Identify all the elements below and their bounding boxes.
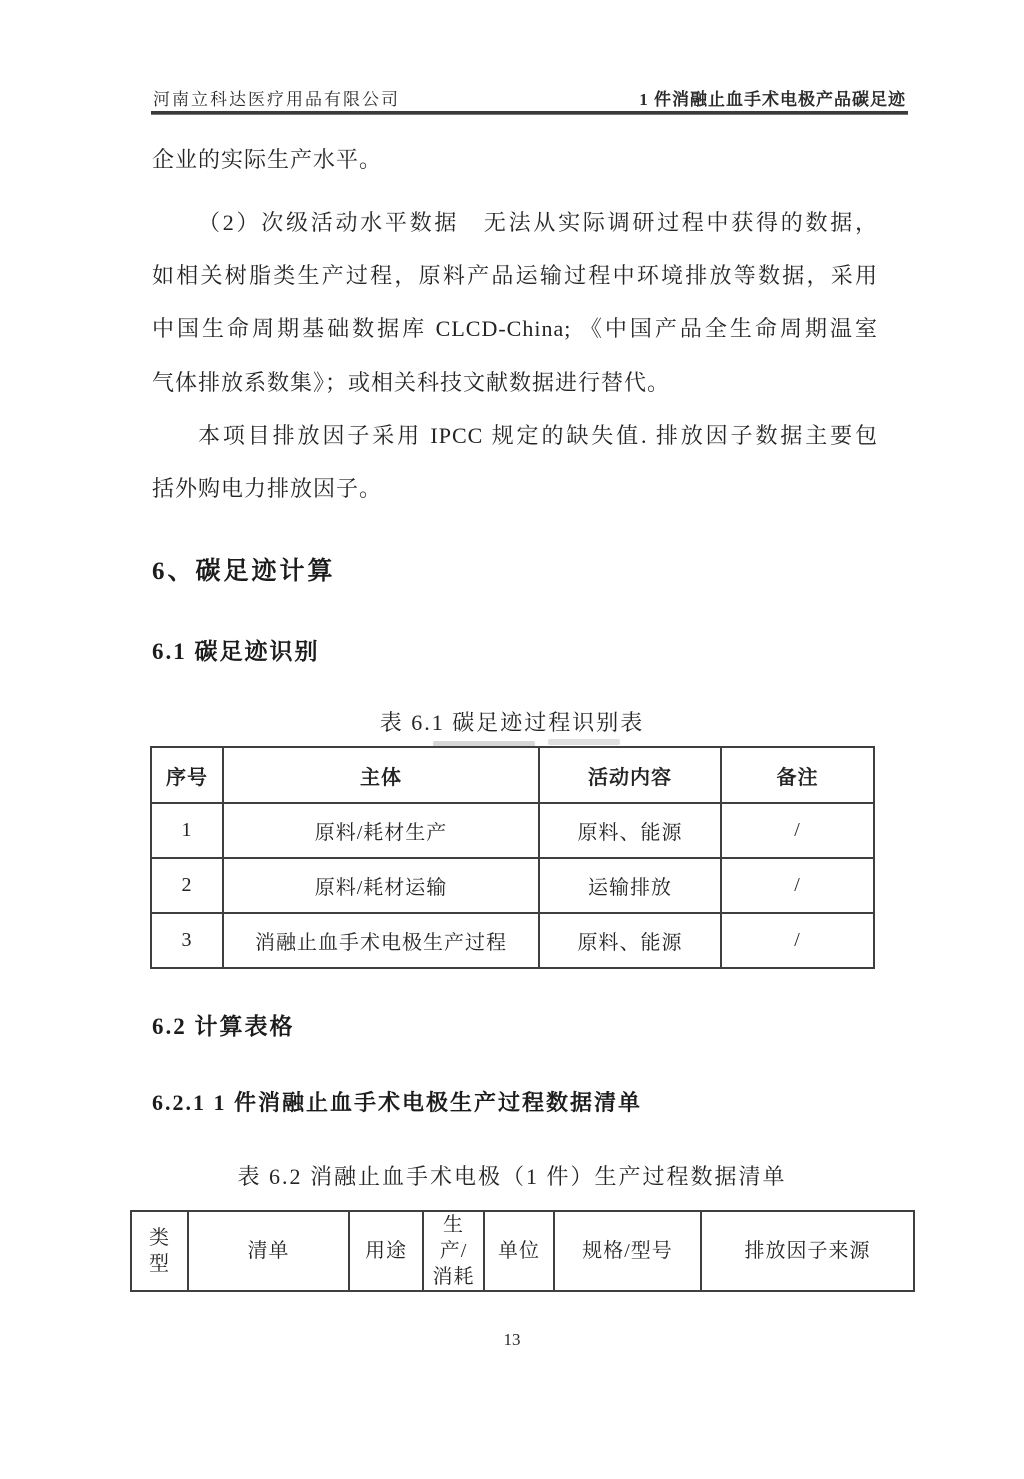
section-6-1-heading: 6.1 碳足迹识别 bbox=[152, 639, 320, 664]
column-header-type-label: 类型 bbox=[149, 1227, 170, 1275]
table-row bbox=[151, 913, 874, 968]
section-6-2-heading: 6.2 计算表格 bbox=[152, 1014, 295, 1039]
column-header-subject: 主体 bbox=[223, 747, 539, 803]
body-line: （2）次级活动水平数据 无法从实际调研过程中获得的数据， bbox=[198, 210, 878, 235]
body-line: 中国生命周期基础数据库 CLCD-China; 《中国产品全生命周期温室 bbox=[152, 316, 878, 341]
table-cell: 2 bbox=[151, 858, 223, 913]
body-line: 如相关树脂类生产过程，原料产品运输过程中环境排放等数据，采用 bbox=[152, 263, 878, 288]
table-cell: 消融止血手术电极生产过程 bbox=[223, 913, 539, 968]
column-header-index: 序号 bbox=[151, 747, 223, 803]
body-line: 括外购电力排放因子。 bbox=[152, 476, 383, 501]
table-cell: 原料、能源 bbox=[539, 803, 721, 858]
header-divider-line bbox=[151, 111, 908, 115]
table-row bbox=[151, 858, 874, 913]
table-header-row bbox=[151, 747, 874, 803]
table-cell: / bbox=[721, 913, 874, 968]
table-header-row bbox=[131, 1211, 914, 1291]
section-6-heading: 6、碳足迹计算 bbox=[152, 558, 336, 585]
column-header-unit: 单位 bbox=[484, 1211, 554, 1291]
table-cell: 原料/耗材生产 bbox=[223, 803, 539, 858]
body-line: 企业的实际生产水平。 bbox=[152, 147, 383, 172]
column-header-remark: 备注 bbox=[721, 747, 874, 803]
column-header-production-consumption-label: 生产/消耗 bbox=[432, 1214, 475, 1288]
column-header-emission-factor-source: 排放因子来源 bbox=[701, 1211, 914, 1291]
table-cell: 运输排放 bbox=[539, 858, 721, 913]
table-cell: / bbox=[721, 858, 874, 913]
production-data-list-table bbox=[130, 1210, 915, 1292]
column-header-list: 清单 bbox=[188, 1211, 349, 1291]
table-cell: 3 bbox=[151, 913, 223, 968]
body-line: 气体排放系数集》；或相关科技文献数据进行替代。 bbox=[152, 370, 671, 395]
column-header-usage: 用途 bbox=[349, 1211, 423, 1291]
table-cell: 1 bbox=[151, 803, 223, 858]
column-header-activity: 活动内容 bbox=[539, 747, 721, 803]
page-number: 13 bbox=[503, 1330, 521, 1349]
column-header-production-consumption bbox=[423, 1211, 484, 1291]
header-company-name: 河南立科达医疗用品有限公司 bbox=[153, 90, 400, 109]
scan-smudge bbox=[548, 739, 620, 745]
body-line: 本项目排放因子采用 IPCC 规定的缺失值. 排放因子数据主要包 bbox=[198, 423, 878, 448]
section-6-2-1-heading: 6.2.1 1 件消融止血手术电极生产过程数据清单 bbox=[152, 1090, 643, 1115]
table-row bbox=[151, 803, 874, 858]
table-cell: 原料/耗材运输 bbox=[223, 858, 539, 913]
table-6-1-caption: 表 6.1 碳足迹过程识别表 bbox=[379, 710, 645, 735]
table-6-2-caption: 表 6.2 消融止血手术电极（1 件）生产过程数据清单 bbox=[237, 1164, 787, 1189]
table-cell: / bbox=[721, 803, 874, 858]
header-document-title: 1 件消融止血手术电极产品碳足迹 bbox=[639, 90, 906, 109]
column-header-spec-model: 规格/型号 bbox=[554, 1211, 701, 1291]
process-identification-table bbox=[150, 746, 875, 969]
column-header-type bbox=[131, 1211, 188, 1291]
table-cell: 原料、能源 bbox=[539, 913, 721, 968]
